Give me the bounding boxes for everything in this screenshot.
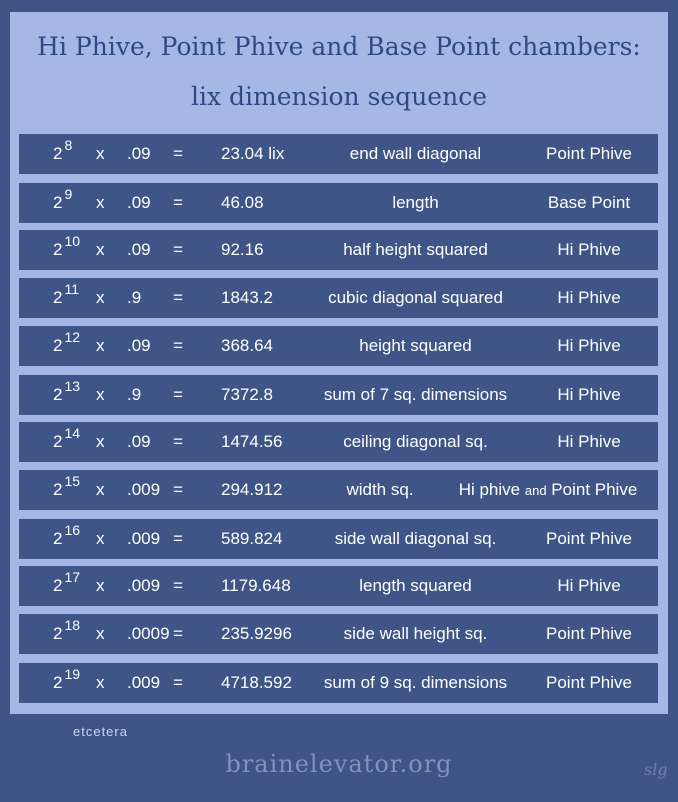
result: 1474.56 [221, 432, 283, 451]
result: 92.16 [221, 240, 264, 259]
sequence-row-4 [19, 278, 658, 318]
power-of-two: 2 $^{17}$ [53, 569, 81, 595]
multiplier: .09 [127, 336, 151, 355]
equals-sign: = [173, 288, 183, 307]
power-of-two: 2 $^{18}$ [53, 617, 81, 643]
result: 46.08 [221, 193, 264, 212]
content-panel [10, 12, 668, 714]
equals-sign: = [173, 193, 183, 212]
signature: slg [644, 760, 668, 779]
equals-sign: = [173, 673, 183, 692]
equals-sign: = [173, 432, 183, 451]
equals-sign: = [173, 144, 183, 163]
equals-sign: = [173, 240, 183, 259]
dimension-description: ceiling diagonal sq. [343, 432, 488, 451]
exponent: 16 [64, 522, 81, 538]
power-of-two: 2 $^9$ [53, 186, 73, 212]
dimension-description: height squared [359, 336, 472, 355]
sequence-row-6 [19, 375, 658, 415]
exponent: 19 [64, 666, 81, 682]
site-url: brainelevator.org [225, 750, 453, 778]
dimension-description: sum of 7 sq. dimensions [323, 385, 508, 404]
dimension-description: width sq. [346, 480, 414, 499]
equals-sign: = [173, 480, 183, 499]
chamber-name: Base Point [547, 193, 631, 212]
dimension-description: sum of 9 sq. dimensions [323, 673, 508, 692]
result: 23.04 lix [221, 144, 285, 163]
result: 235.9296 [221, 624, 292, 643]
exponent: 15 [64, 473, 81, 489]
chamber-name: Hi Phive [557, 288, 621, 307]
multiplier: .009 [127, 576, 161, 595]
times-sign: x [96, 673, 105, 692]
multiplier: .09 [127, 240, 151, 259]
times-sign: x [96, 624, 105, 643]
multiplier: .09 [127, 144, 151, 163]
result: 7372.8 [221, 385, 273, 404]
power-of-two: 2 $^8$ [53, 137, 73, 163]
result: 1179.648 [221, 576, 291, 595]
multiplier: .009 [127, 673, 161, 692]
chamber-name: Hi Phive [557, 336, 621, 355]
sequence-row-8 [19, 470, 658, 510]
power-of-two: 2 $^{15}$ [53, 473, 81, 499]
power-of-two: 2 $^{13}$ [53, 378, 81, 404]
exponent: 9 [64, 186, 73, 202]
power-of-two: 2 $^{16}$ [53, 522, 81, 548]
equals-sign: = [173, 576, 183, 595]
equals-sign: = [173, 385, 183, 404]
chamber-name: Point Phive [546, 673, 632, 692]
exponent: 18 [64, 617, 81, 633]
exponent: 13 [64, 378, 81, 394]
exponent: 17 [64, 569, 81, 585]
times-sign: x [96, 385, 105, 404]
dimension-description: half height squared [343, 240, 488, 259]
dimension-description: length [392, 193, 439, 212]
multiplier: .009 [127, 529, 161, 548]
sequence-row-3 [19, 230, 658, 270]
chamber-name: Hi Phive [557, 240, 621, 259]
dimension-description: side wall diagonal sq. [334, 529, 497, 548]
dimension-description: length squared [359, 576, 472, 595]
exponent: 8 [64, 137, 73, 153]
times-sign: x [96, 336, 105, 355]
multiplier: .0009 [127, 624, 170, 643]
title-line-1: Hi Phive, Point Phive and Base Point chambers: [37, 32, 641, 61]
chamber-name: Point Phive [546, 144, 632, 163]
dimension-description: end wall diagonal [349, 144, 482, 163]
equals-sign: = [173, 336, 183, 355]
result: 4718.592 [221, 673, 292, 692]
exponent: 11 [64, 281, 80, 297]
dimension-description: side wall height sq. [343, 624, 488, 643]
etcetera-note: etcetera [73, 724, 128, 739]
chamber-name: Hi phive and Point Phive [458, 480, 638, 499]
power-of-two: 2 $^{19}$ [53, 666, 81, 692]
sequence-row-12 [19, 663, 658, 703]
times-sign: x [96, 144, 105, 163]
result: 1843.2 [221, 288, 273, 307]
chamber-name: Hi Phive [557, 576, 621, 595]
multiplier: .9 [127, 288, 142, 307]
times-sign: x [96, 193, 105, 212]
multiplier: .009 [127, 480, 161, 499]
times-sign: x [96, 480, 105, 499]
power-of-two: 2 $^{10}$ [53, 233, 81, 259]
times-sign: x [96, 576, 105, 595]
equals-sign: = [173, 624, 183, 643]
power-of-two: 2 $^{14}$ [53, 425, 81, 451]
exponent: 12 [64, 329, 81, 345]
sequence-row-1 [19, 134, 658, 174]
result: 294.912 [221, 480, 283, 499]
sequence-row-10 [19, 566, 658, 606]
sequence-row-5 [19, 326, 658, 366]
sequence-row-7 [19, 422, 658, 462]
times-sign: x [96, 288, 105, 307]
times-sign: x [96, 240, 105, 259]
chamber-name: Point Phive [546, 624, 632, 643]
times-sign: x [96, 432, 105, 451]
chamber-name: Hi Phive [557, 432, 621, 451]
multiplier: .09 [127, 193, 151, 212]
equals-sign: = [173, 529, 183, 548]
multiplier: .9 [127, 385, 142, 404]
power-of-two: 2 $^{11}$ [53, 281, 80, 307]
dimension-description: cubic diagonal squared [328, 288, 503, 307]
exponent: 14 [64, 425, 81, 441]
chamber-name: Hi Phive [557, 385, 621, 404]
sequence-row-2 [19, 183, 658, 223]
result: 589.824 [221, 529, 283, 548]
times-sign: x [96, 529, 105, 548]
power-of-two: 2 $^{12}$ [53, 329, 81, 355]
result: 368.64 [221, 336, 273, 355]
title-line-2: lix dimension sequence [191, 82, 487, 111]
chamber-name: Point Phive [546, 529, 632, 548]
multiplier: .09 [127, 432, 151, 451]
sequence-row-11 [19, 614, 658, 654]
exponent: 10 [64, 233, 81, 249]
sequence-row-9 [19, 519, 658, 559]
